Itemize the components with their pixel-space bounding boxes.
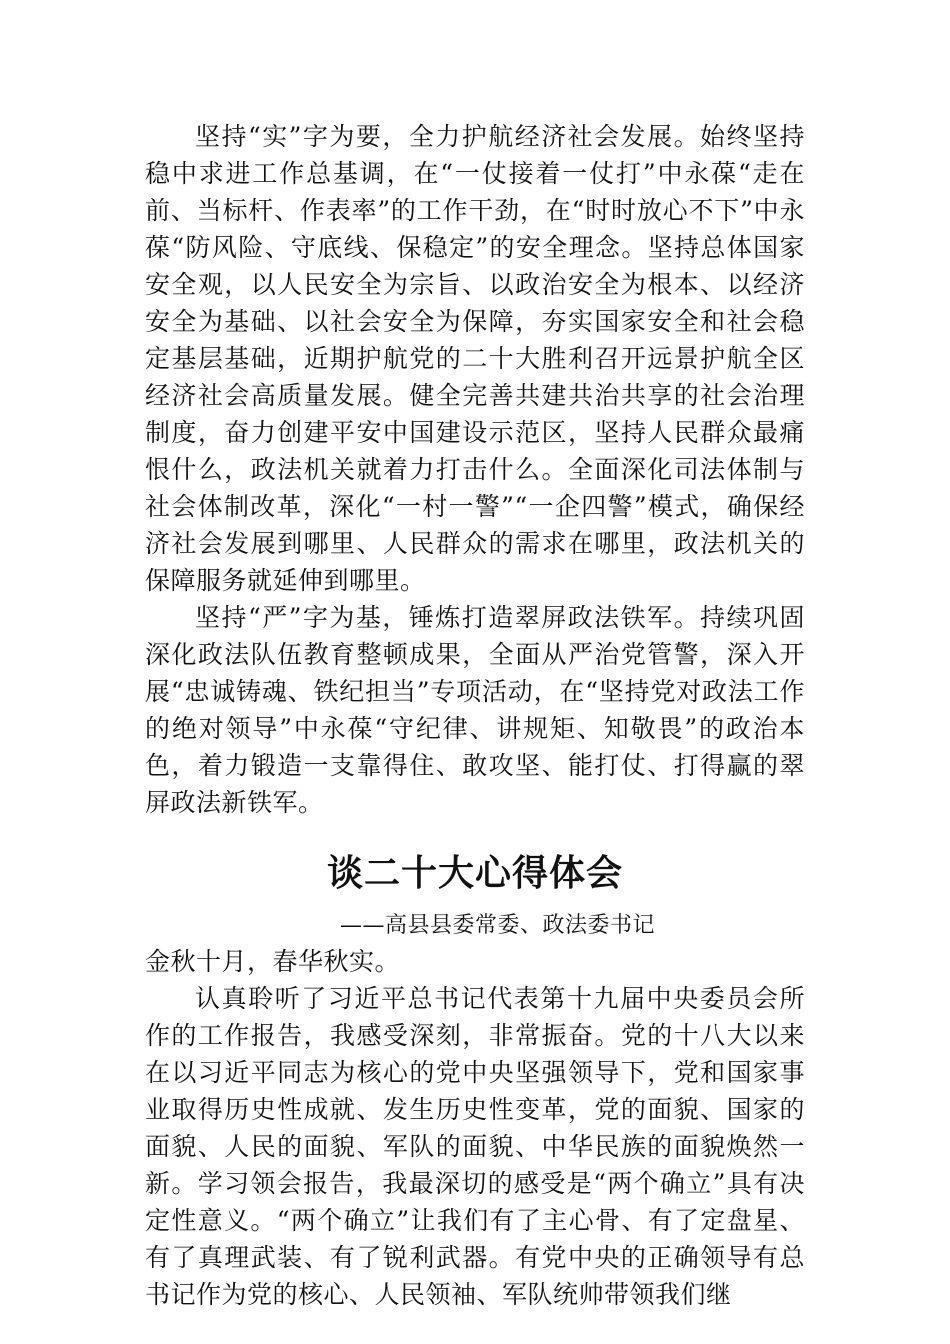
- document-body: [145, 118, 805, 1313]
- paragraph-yan: 坚持“严”字为基，锤炼打造翠屏政法铁军。持续巩固深化政法队伍教育整顿成果，全面从严治党管警，深入开展“忠诚铸魂、铁纪担当”专项活动，在“坚持党对政法工作的绝对领导”中永葆“守纪律、讲规矩、知敬畏”的政治本色，着力锻造一支靠得住、敢攻坚、能打仗、打得赢的翠屏政法新铁军。: [145, 603, 805, 817]
- opening-line: 金秋十月，春华秋实。: [145, 947, 401, 976]
- article-title: 谈二十大心得体会: [326, 852, 623, 894]
- paragraph-report: 认真聆听了习近平总书记代表第十九届中央委员会所作的工作报告，我感受深刻，非常振奋。党的十八大以来在以习近平同志为核心的党中央坚强领导下，党和国家事业取得历史性成就、发生历史性变革，党的面貌、国家的面貌、人民的面貌、军队的面貌、中华民族的面貌焕然一新。学习领会报告，我最深切的感受是“两个确立”具有决定性意义。“两个确立”让我们有了主心骨、有了定盘星、有了真理武装、有了锐利武器。有党中央的正确领导有总书记作为党的核心、人民领袖、军队统帅带领我们继: [145, 984, 805, 1309]
- paragraph-shi: 坚持“实”字为要，全力护航经济社会发展。始终坚持稳中求进工作总基调，在“一仗接着一仗打”中永葆“走在前、当标杆、作表率”的工作干劲，在“时时放心不下”中永葆“防风险、守底线、保稳定”的安全理念。坚持总体国家安全观，以人民安全为宗旨、以政治安全为根本、以经济安全为基础、以社会安全为保障，夯实国家安全和社会稳定基层基础，近期护航党的二十大胜利召开远景护航全区经济社会高质量发展。健全完善共建共治共享的社会治理制度，奋力创建平安中国建设示范区，坚持人民群众最痛恨什么，政法机关就着力打击什么。全面深化司法体制与社会体制改革，深化“一村一警”“一企四警”模式，确保经济社会发展到哪里、人民群众的需求在哪里，政法机关的保障服务就延伸到哪里。: [145, 122, 805, 595]
- article-subtitle: ——高县县委常委、政法委书记: [339, 913, 655, 938]
